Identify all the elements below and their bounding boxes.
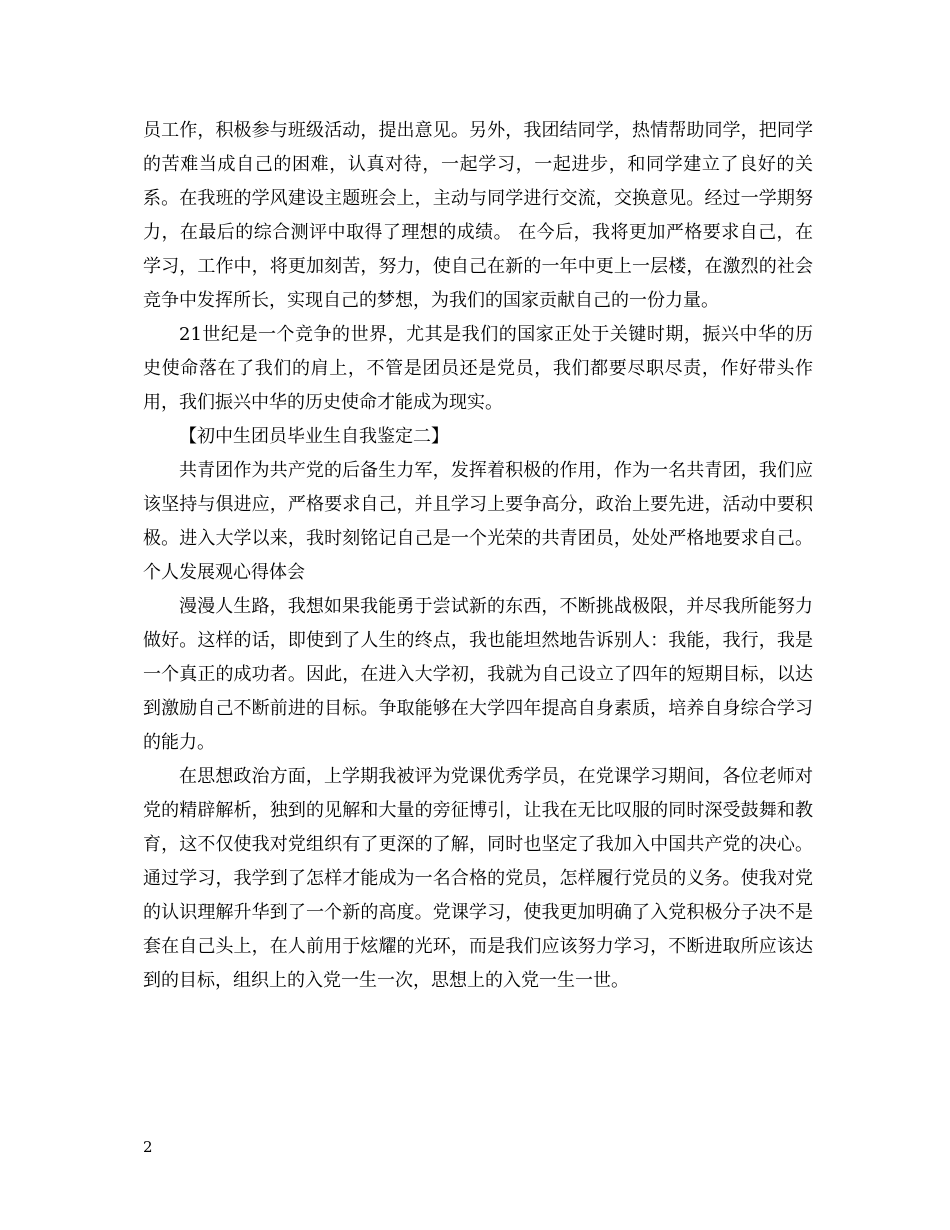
paragraph-political-thought: 在思想政治方面，上学期我被评为党课优秀学员，在党课学习期间，各位老师对党的精辟解析，独到的见解和大量的旁征博引，让我在无比叹服的同时深受鼓舞和教育，这不仅使我对党组织有了更深的了解，同时也坚定了我加入中国共产党的决心。通过学习，我学到了怎样才能成为一名合格的党员，怎样履行党员的义务。使我对党的认识理解升华到了一个新的高度。党课学习，使我更加明确了入党积极分子决不是套在自己头上，在人前用于炫耀的光环，而是我们应该努力学习，不断进取所应该达到的目标，组织上的入党一生一次，思想上的入党一生一世。 bbox=[143, 766, 813, 991]
paragraph-21st-century: 21世纪是一个竞争的世界，尤其是我们的国家正处于关键时期，振兴中华的历史使命落在了我们的肩上，不管是团员还是党员，我们都要尽职尽责，作好带头作用，我们振兴中华的历史使命才能成为现实。 bbox=[143, 324, 813, 413]
paragraph-youth-league: 共青团作为共产党的后备生力军，发挥着积极的作用，作为一名共青团，我们应该坚持与俱进应，严格要求自己，并且学习上要争高分，政治上要先进，活动中要积极。进入大学以来，我时刻铭记自己是一个光荣的共青团员，处处严格地要求自己。个人发展观心得体会 bbox=[143, 460, 813, 583]
paragraph-continuation: 员工作，积极参与班级活动，提出意见。另外，我团结同学，热情帮助同学，把同学的苦难当成自己的困难，认真对待，一起学习，一起进步，和同学建立了良好的关系。在我班的学风建设主题班会上，主动与同学进行交流，交换意见。经过一学期努力，在最后的综合测评中取得了理想的成绩。 在今后，我将更加严格要求自己，在学习，工作中，将更加刻苦，努力，使自己在新的一年中更上一层楼，在激烈的社会竞争中发挥所长，实现自己的梦想，为我们的国家贡献自己的一份力量。 bbox=[143, 120, 813, 311]
page-number: 2 bbox=[143, 1138, 153, 1156]
section-heading: 【初中生团员毕业生自我鉴定二】 bbox=[179, 426, 449, 447]
document-body bbox=[143, 114, 813, 998]
paragraph-life-road: 漫漫人生路，我想如果我能勇于尝试新的东西，不断挑战极限，并尽我所能努力做好。这样的话，即使到了人生的终点，我也能坦然地告诉别人：我能，我行，我是一个真正的成功者。因此，在进入大学初，我就为自己设立了四年的短期目标，以达到激励自己不断前进的目标。争取能够在大学四年提高自身素质，培养自身综合学习的能力。 bbox=[143, 596, 813, 753]
